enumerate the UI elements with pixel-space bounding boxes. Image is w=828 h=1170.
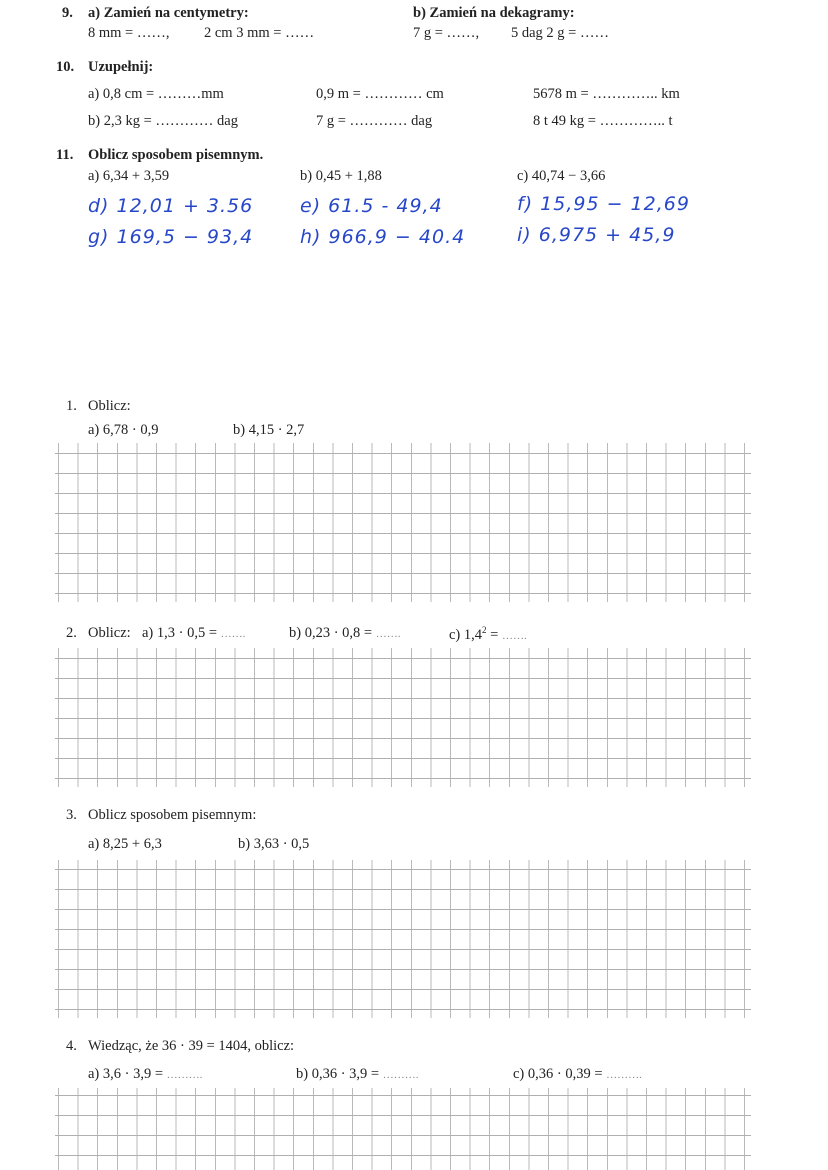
task-9b-title: b) Zamień na dekagramy: [413, 5, 575, 21]
ex-1-item: a) 6,78 · 0,9 [88, 422, 159, 438]
ex-4-item: a) 3,6 · 3,9 = ………. [88, 1066, 203, 1082]
ex-4-item: b) 0,36 · 3,9 = ………. [296, 1066, 419, 1082]
task-9b-item: 7 g = ……, [413, 25, 480, 41]
ex-1-item: b) 4,15 · 2,7 [233, 422, 305, 438]
ex-2-item: c) $1,4^2$ = ……. [449, 625, 527, 643]
ex-4-title: Wiedząc, że 36 · 39 = 1404, oblicz: [88, 1038, 295, 1054]
ex-3-title: Oblicz sposobem pisemnym: [88, 807, 257, 823]
ex-3-number: 3. [66, 807, 77, 823]
ex-2-title: Oblicz: [88, 625, 131, 641]
answer-grid [58, 860, 748, 1018]
task-11-number: 11. [56, 147, 74, 163]
task-11-item: b) 0,45 + 1,88 [300, 168, 382, 184]
ex-1-title: Oblicz: [88, 398, 131, 414]
task-9-number: 9. [62, 5, 73, 21]
task-10b-item: b) 2,3 kg = ………… dag [88, 113, 238, 129]
task-9b-item: 5 dag 2 g = …… [511, 25, 609, 41]
task-11-item: c) 40,74 − 3,66 [517, 168, 606, 184]
task-11-title: Oblicz sposobem pisemnym. [88, 147, 264, 163]
task-9a-title: a) Zamień na centymetry: [88, 5, 249, 21]
answer-grid [58, 443, 748, 602]
answer-grid [58, 648, 748, 787]
task-10-title: Uzupełnij: [88, 59, 154, 75]
task-9a-item: 2 cm 3 mm = …… [204, 25, 315, 41]
ex-2-item: b) 0,23 · 0,8 = ……. [289, 625, 401, 641]
ex-2-item: a) 1,3 · 0,5 = ……. [142, 625, 246, 641]
handwritten-item: i) 6,975 + 45,9 [517, 224, 676, 246]
task-10-number: 10. [56, 59, 75, 75]
task-9a-item: 8 mm = ……, [88, 25, 170, 41]
task-10a-item: 5678 m = ………….. km [533, 86, 680, 102]
ex-2-number: 2. [66, 625, 77, 641]
task-10a-item: 0,9 m = ………… cm [316, 86, 444, 102]
task-10a-item: a) 0,8 cm = ………mm [88, 86, 224, 102]
task-11-item: a) 6,34 + 3,59 [88, 168, 170, 184]
ex-3-item: a) 8,25 + 6,3 [88, 836, 162, 852]
ex-1-number: 1. [66, 398, 77, 414]
handwritten-item: e) 61.5 - 49,4 [300, 195, 443, 217]
handwritten-item: d) 12,01 + 3.56 [88, 195, 254, 217]
ex-3-item: b) 3,63 · 0,5 [238, 836, 310, 852]
handwritten-item: f) 15,95 − 12,69 [517, 193, 690, 215]
ex-4-number: 4. [66, 1038, 77, 1054]
task-10b-item: 8 t 49 kg = ………….. t [533, 113, 673, 129]
task-10b-item: 7 g = ………… dag [316, 113, 433, 129]
ex-4-item: c) 0,36 · 0,39 = ………. [513, 1066, 642, 1082]
handwritten-item: g) 169,5 − 93,4 [88, 226, 254, 248]
answer-grid [58, 1088, 748, 1170]
handwritten-item: h) 966,9 − 40.4 [300, 226, 466, 248]
